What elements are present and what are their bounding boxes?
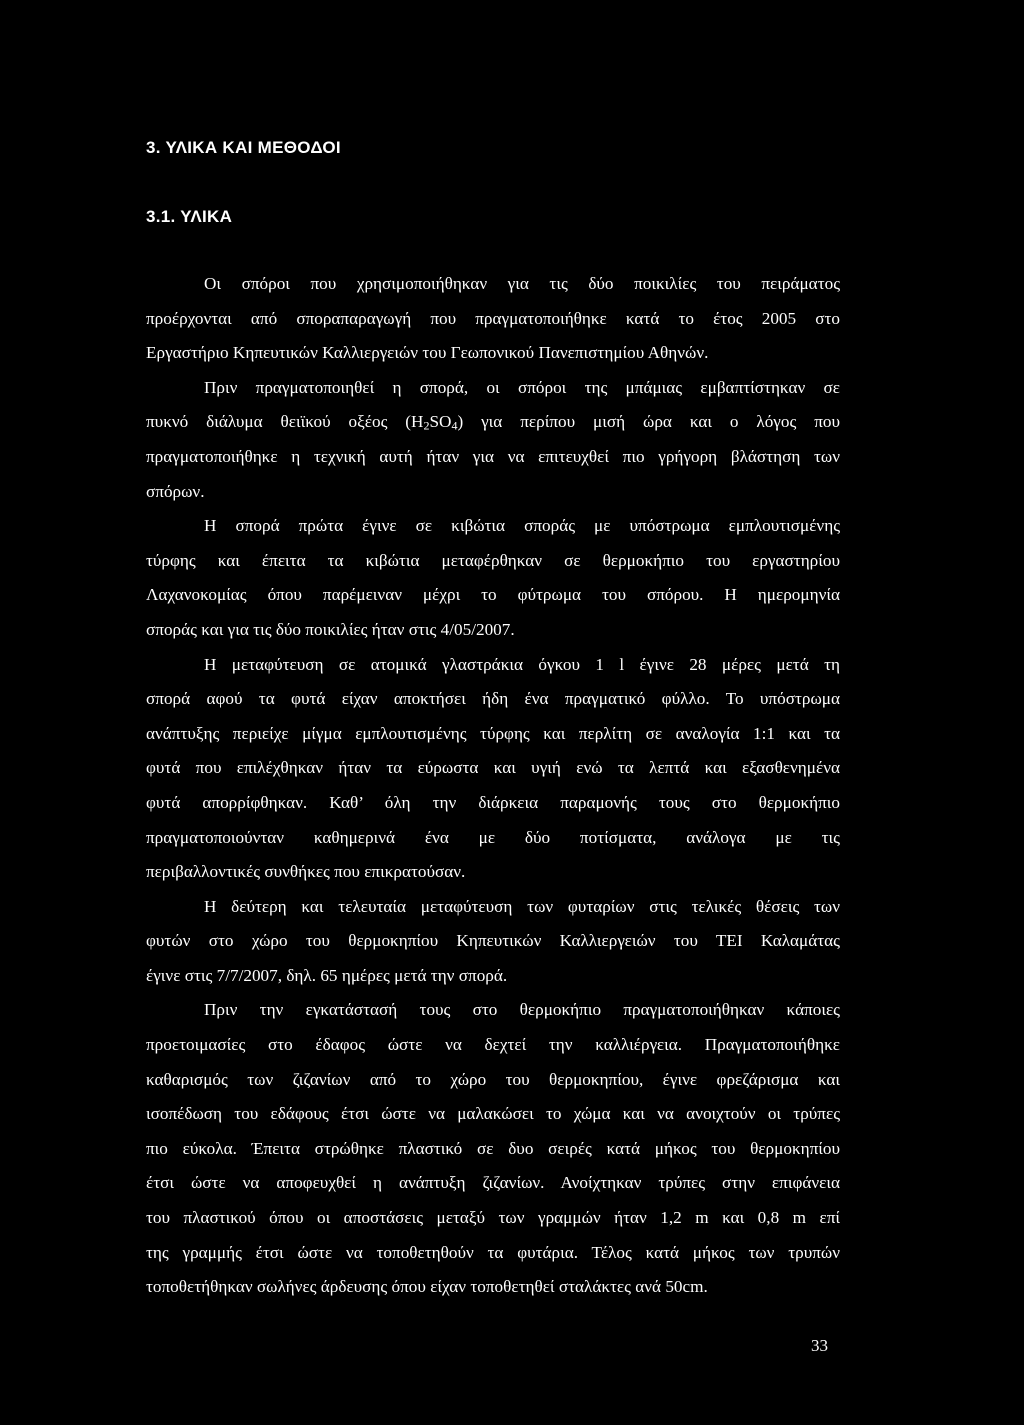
text-line: Λαχανοκομίας όπου παρέμειναν μέχρι το φύτρωμα του σπόρου. Η ημερομηνία	[146, 585, 840, 605]
text-line: Η μεταφύτευση σε ατομικά γλαστράκια όγκου 1 l έγινε 28 μέρες μετά τη	[204, 654, 840, 674]
text-line: Η δεύτερη και τελευταία μεταφύτευση των φυταρίων στις τελικές θέσεις των	[204, 896, 840, 916]
text-line: περιβαλλοντικές συνθήκες που επικρατούσαν.	[146, 862, 466, 882]
subscript: 4	[451, 418, 458, 433]
text-line: σποράς και για τις δύο ποικιλίες ήταν στις 4/05/2007.	[146, 619, 515, 639]
body-text	[146, 267, 840, 1305]
text-line: πραγματοποιήθηκε η τεχνική αυτή ήταν για να επιτευχθεί πιο γρήγορη βλάστηση των	[146, 446, 840, 466]
text-line: Η σπορά πρώτα έγινε σε κιβώτια σποράς με υπόστρωμα εμπλουτισμένης	[204, 516, 840, 536]
text-line: Εργαστήριο Κηπευτικών Καλλιεργειών του Γεωπονικού Πανεπιστημίου Αθηνών.	[146, 343, 709, 363]
text-line: έγινε στις 7/7/2007, δηλ. 65 ημέρες μετά την σπορά.	[146, 965, 508, 985]
text-fragment: πυκνό διάλυμα θειϊκού οξέος (H	[146, 412, 424, 432]
text-line: τύρφης και έπειτα τα κιβώτια μεταφέρθηκαν σε θερμοκήπιο του εργαστηρίου	[146, 550, 840, 570]
subscript: 2	[423, 418, 430, 433]
text-line: πιο εύκολα. Έπειτα στρώθηκε πλαστικό σε δυο σειρές κατά μήκος του θερμοκηπίου	[146, 1138, 840, 1158]
subsection-title: 3.1. ΥΛΙΚΑ	[146, 207, 233, 226]
text-line: Πριν την εγκατάστασή τους στο θερμοκήπιο πραγματοποιήθηκαν κάποιες	[204, 1000, 840, 1020]
page-number: 33	[811, 1336, 828, 1355]
text-line: φυτά απορρίφθηκαν. Καθ’ όλη την διάρκεια παραμονής τους στο θερμοκήπιο	[146, 792, 840, 812]
text-line: σπόρων.	[146, 481, 205, 501]
text-line: πραγματοποιούνταν καθημερινά ένα με δύο ποτίσματα, ανάλογα με τις	[146, 827, 840, 847]
text-fragment: ) για περίπου μισή ώρα και ο λόγος που	[457, 412, 840, 432]
text-line: σπορά αφού τα φυτά είχαν αποκτήσει ήδη ένα πραγματικό φύλλο. Το υπόστρωμα	[146, 689, 840, 709]
text-line: της γραμμής έτσι ώστε να τοποθετηθούν τα φυτάρια. Τέλος κατά μήκος των τρυπών	[146, 1242, 840, 1262]
text-line	[146, 405, 840, 440]
text-line: του πλαστικού όπου οι αποστάσεις μεταξύ των γραμμών ήταν 1,2 m και 0,8 m επί	[146, 1208, 840, 1228]
text-line: φυτά που επιλέχθηκαν ήταν τα εύρωστα και υγιή ενώ τα λεπτά και εξασθενημένα	[146, 758, 840, 778]
text-line: Πριν πραγματοποιηθεί η σπορά, οι σπόροι της μπάμιας εμβαπτίστηκαν σε	[204, 377, 840, 397]
text-line: Οι σπόροι που χρησιμοποιήθηκαν για τις δύο ποικιλίες του πειράματος	[204, 274, 840, 293]
text-line: έτσι ώστε να αποφευχθεί η ανάπτυξη ζιζανίων. Ανοίχτηκαν τρύπες στην επιφάνεια	[146, 1173, 840, 1193]
text-line: προετοιμασίες στο έδαφος ώστε να δεχτεί την καλλιέργεια. Πραγματοποιήθηκε	[146, 1035, 840, 1055]
text-fragment: SO	[429, 412, 452, 432]
text-line: τοποθετήθηκαν σωλήνες άρδευσης όπου είχαν τοποθετηθεί σταλάκτες ανά 50cm.	[146, 1277, 708, 1297]
text-line: ανάπτυξης περιείχε μίγμα εμπλουτισμένης τύρφης και περλίτη σε αναλογία 1:1 και τα	[146, 723, 840, 743]
text-line: φυτών στο χώρο του θερμοκηπίου Κηπευτικών Καλλιεργειών του ΤΕΙ Καλαμάτας	[146, 931, 840, 951]
text-line: ισοπέδωση του εδάφους έτσι ώστε να μαλακώσει το χώμα και να ανοιχτούν οι τρύπες	[146, 1104, 840, 1124]
text-line: καθαρισμός των ζιζανίων από το χώρο του θερμοκηπίου, έγινε φρεζάρισμα και	[146, 1069, 840, 1089]
text-line: προέρχονται από σποραπαραγωγή που πραγματοποιήθηκε κατά το έτος 2005 στο	[146, 308, 840, 328]
section-title: 3. ΥΛΙΚΑ ΚΑΙ ΜΕΘΟΔΟΙ	[146, 138, 341, 157]
